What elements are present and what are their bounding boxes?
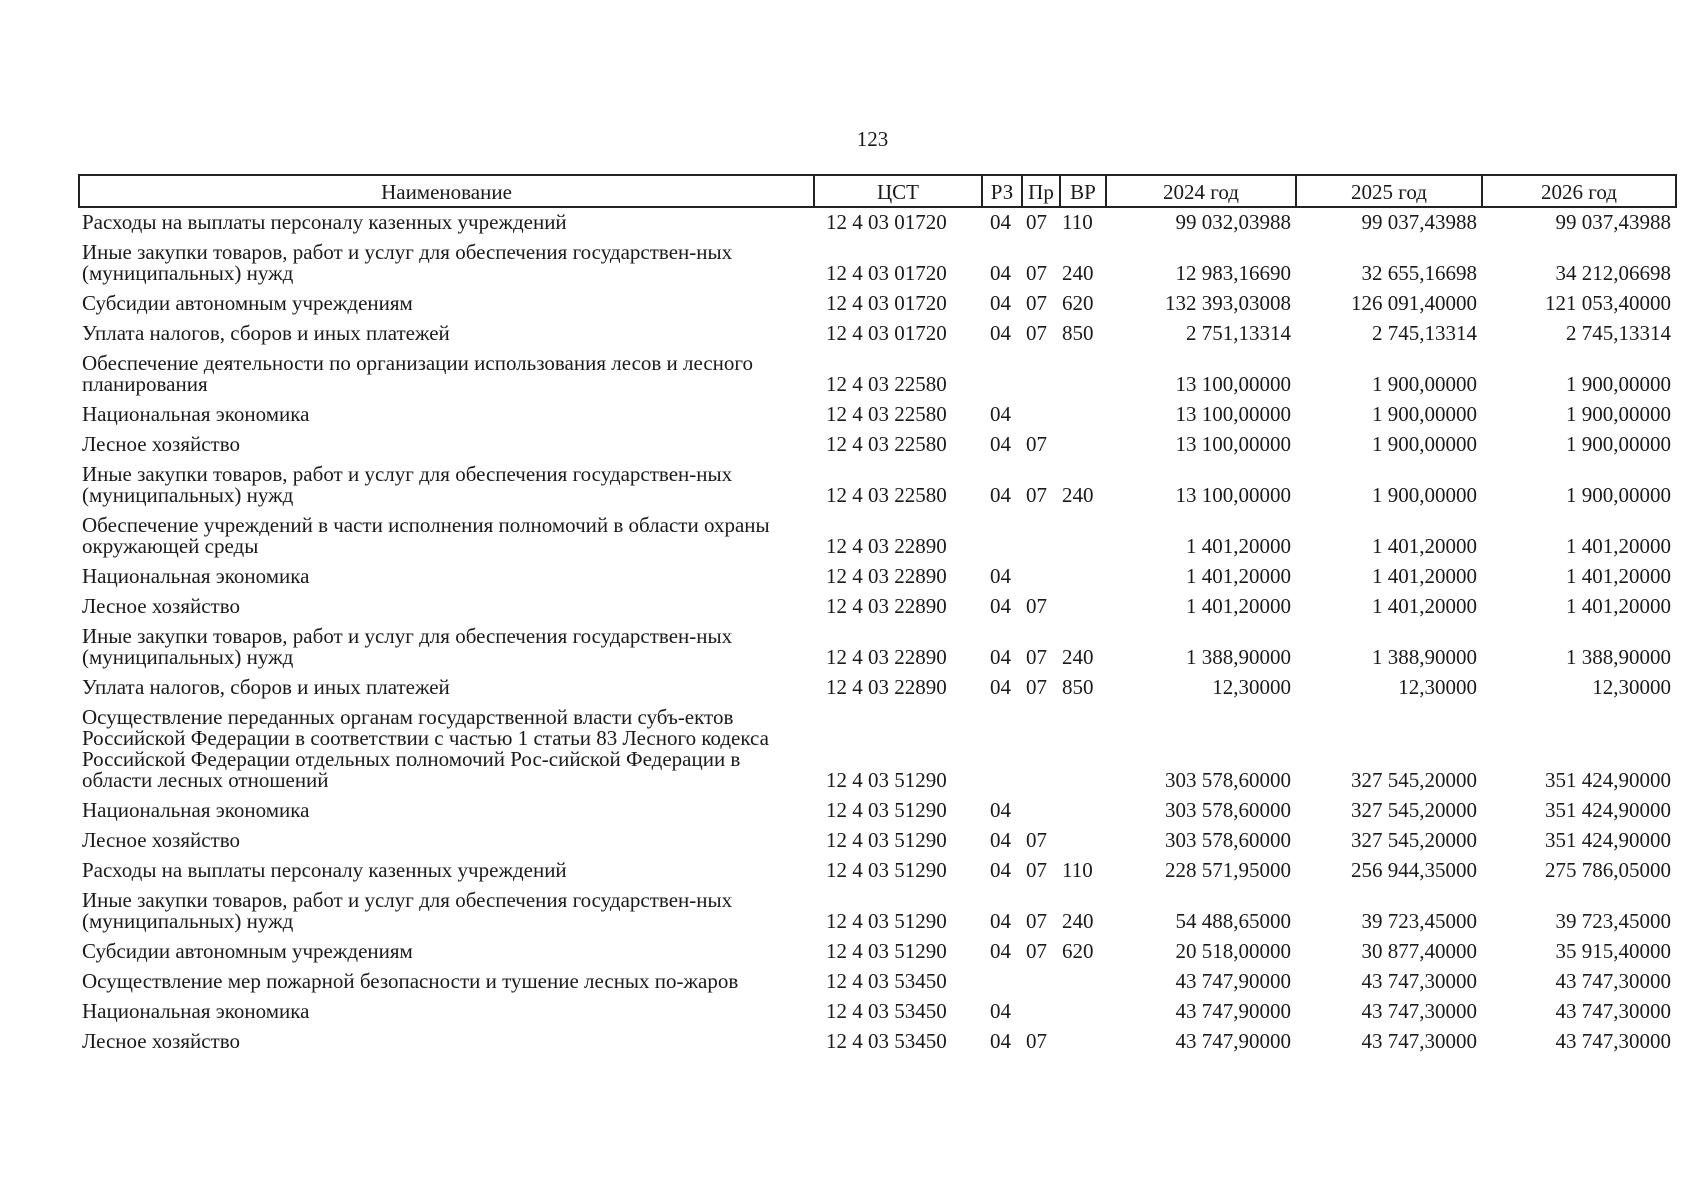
- row-value-2026: 1 401,20000: [1566, 594, 1671, 618]
- row-value-2025: 99 037,43988: [1361, 210, 1477, 234]
- header-pr: Пр: [1022, 175, 1060, 207]
- row-cst: 12 4 03 22890: [826, 534, 947, 558]
- row-pr: 07: [1026, 594, 1047, 618]
- row-pr: 07: [1026, 858, 1047, 882]
- row-name: Обеспечение учреждений в части исполнения полномочий в области охраны окружающей среды: [82, 513, 770, 558]
- row-pr: 07: [1026, 483, 1047, 507]
- row-value-2024: 12,30000: [1212, 675, 1291, 699]
- row-value-2024: 20 518,00000: [1175, 939, 1291, 963]
- budget-table: [78, 174, 1677, 1057]
- row-value-2026: 2 745,13314: [1566, 321, 1671, 345]
- row-cst: 12 4 03 22580: [826, 372, 947, 396]
- row-vr: [1060, 796, 1106, 826]
- table-row: [79, 430, 1676, 460]
- row-value-2026: 43 747,30000: [1555, 999, 1671, 1023]
- row-vr: 620: [1062, 291, 1094, 315]
- row-value-2025: 2 745,13314: [1372, 321, 1477, 345]
- row-rz: 04: [990, 858, 1011, 882]
- row-value-2026: 1 388,90000: [1566, 645, 1671, 669]
- row-cst: 12 4 03 53450: [826, 1029, 947, 1053]
- row-name: Иные закупки товаров, работ и услуг для обеспечения государствен-ных (муниципальных) нужд: [82, 462, 733, 507]
- row-pr: [1022, 997, 1060, 1027]
- row-value-2024: 99 032,03988: [1175, 210, 1291, 234]
- row-value-2026: 351 424,90000: [1545, 768, 1671, 792]
- row-name: Осуществление переданных органам государственной власти субъ-ектов Российской Федерации в соответствии с частью 1 статьи 83 Лесного кодекса Российской Федерации отдельных полномочий Рос-сийской Федерации в области лесных отношений: [82, 705, 769, 792]
- table-body: [79, 207, 1676, 1057]
- table-row: [79, 856, 1676, 886]
- row-name: Национальная экономика: [82, 798, 310, 822]
- row-rz: 04: [990, 999, 1011, 1023]
- row-value-2025: 43 747,30000: [1361, 999, 1477, 1023]
- row-name: Иные закупки товаров, работ и услуг для обеспечения государствен-ных (муниципальных) нужд: [82, 888, 733, 933]
- row-name: Субсидии автономным учреждениям: [82, 291, 413, 315]
- row-vr: [1060, 826, 1106, 856]
- row-value-2025: 1 900,00000: [1372, 402, 1477, 426]
- row-vr: [1060, 562, 1106, 592]
- table-row: [79, 997, 1676, 1027]
- row-value-2025: 30 877,40000: [1361, 939, 1477, 963]
- row-pr: 07: [1026, 645, 1047, 669]
- row-pr: 07: [1026, 432, 1047, 456]
- row-rz: 04: [990, 261, 1011, 285]
- table-row: [79, 460, 1676, 511]
- row-value-2024: 303 578,60000: [1165, 768, 1291, 792]
- table-row: [79, 289, 1676, 319]
- row-pr: 07: [1026, 939, 1047, 963]
- row-cst: 12 4 03 22890: [826, 564, 947, 588]
- row-value-2024: 54 488,65000: [1175, 909, 1291, 933]
- row-vr: [1060, 511, 1106, 562]
- row-pr: [1022, 511, 1060, 562]
- row-rz: 04: [990, 432, 1011, 456]
- row-value-2026: 1 900,00000: [1566, 432, 1671, 456]
- row-value-2025: 256 944,35000: [1351, 858, 1477, 882]
- row-rz: 04: [990, 291, 1011, 315]
- row-rz: [982, 967, 1022, 997]
- row-name: Национальная экономика: [82, 402, 310, 426]
- row-vr: [1060, 349, 1106, 400]
- row-pr: 07: [1026, 210, 1047, 234]
- row-name: Иные закупки товаров, работ и услуг для обеспечения государствен-ных (муниципальных) нужд: [82, 240, 733, 285]
- row-value-2024: 13 100,00000: [1175, 402, 1291, 426]
- header-2024: 2024 год: [1106, 175, 1296, 207]
- header-2025: 2025 год: [1296, 175, 1482, 207]
- row-value-2026: 1 900,00000: [1566, 372, 1671, 396]
- page-number: 123: [856, 127, 889, 151]
- row-value-2026: 12,30000: [1592, 675, 1671, 699]
- row-pr: 07: [1026, 291, 1047, 315]
- row-pr: 07: [1026, 909, 1047, 933]
- row-rz: [982, 511, 1022, 562]
- row-rz: 04: [990, 909, 1011, 933]
- row-rz: 04: [990, 1029, 1011, 1053]
- header-row: [79, 175, 1676, 207]
- row-pr: [1022, 349, 1060, 400]
- row-value-2026: 351 424,90000: [1545, 798, 1671, 822]
- row-value-2025: 43 747,30000: [1361, 1029, 1477, 1053]
- row-vr: 240: [1062, 483, 1094, 507]
- row-name: Лесное хозяйство: [82, 828, 240, 852]
- row-value-2026: 43 747,30000: [1555, 969, 1671, 993]
- row-name: Расходы на выплаты персоналу казенных учреждений: [82, 858, 567, 882]
- row-cst: 12 4 03 01720: [826, 261, 947, 285]
- row-cst: 12 4 03 22890: [826, 645, 947, 669]
- row-rz: 04: [990, 402, 1011, 426]
- row-value-2025: 12,30000: [1398, 675, 1477, 699]
- row-vr: 620: [1062, 939, 1094, 963]
- row-vr: [1060, 592, 1106, 622]
- row-vr: [1060, 430, 1106, 460]
- row-cst: 12 4 03 51290: [826, 828, 947, 852]
- row-name: Национальная экономика: [82, 999, 310, 1023]
- row-value-2024: 1 388,90000: [1186, 645, 1291, 669]
- row-cst: 12 4 03 22890: [826, 675, 947, 699]
- row-name: Национальная экономика: [82, 564, 310, 588]
- row-value-2025: 327 545,20000: [1351, 798, 1477, 822]
- table-row: [79, 673, 1676, 703]
- row-cst: 12 4 03 51290: [826, 798, 947, 822]
- row-name: Иные закупки товаров, работ и услуг для обеспечения государствен-ных (муниципальных) нужд: [82, 624, 733, 669]
- row-cst: 12 4 03 51290: [826, 909, 947, 933]
- row-value-2026: 35 915,40000: [1555, 939, 1671, 963]
- table-row: [79, 826, 1676, 856]
- row-value-2024: 13 100,00000: [1175, 372, 1291, 396]
- row-vr: [1060, 997, 1106, 1027]
- table-row: [79, 703, 1676, 796]
- header-vr: ВР: [1060, 175, 1106, 207]
- row-name: Уплата налогов, сборов и иных платежей: [82, 321, 450, 345]
- row-value-2026: 275 786,05000: [1545, 858, 1671, 882]
- row-name: Лесное хозяйство: [82, 432, 240, 456]
- row-value-2024: 12 983,16690: [1175, 261, 1291, 285]
- row-cst: 12 4 03 51290: [826, 939, 947, 963]
- row-value-2025: 1 900,00000: [1372, 432, 1477, 456]
- row-value-2026: 1 401,20000: [1566, 564, 1671, 588]
- row-value-2024: 1 401,20000: [1186, 594, 1291, 618]
- row-rz: 04: [990, 645, 1011, 669]
- row-vr: [1060, 400, 1106, 430]
- row-cst: 12 4 03 22580: [826, 432, 947, 456]
- row-value-2024: 228 571,95000: [1165, 858, 1291, 882]
- row-value-2025: 126 091,40000: [1351, 291, 1477, 315]
- table-header: [79, 175, 1676, 207]
- row-value-2025: 1 401,20000: [1372, 564, 1477, 588]
- row-pr: 07: [1026, 321, 1047, 345]
- row-pr: 07: [1026, 675, 1047, 699]
- row-value-2025: 1 401,20000: [1372, 534, 1477, 558]
- row-pr: [1022, 967, 1060, 997]
- row-rz: 04: [990, 828, 1011, 852]
- row-name: Субсидии автономным учреждениям: [82, 939, 413, 963]
- row-rz: 04: [990, 798, 1011, 822]
- row-cst: 12 4 03 01720: [826, 321, 947, 345]
- row-rz: [982, 349, 1022, 400]
- table-row: [79, 967, 1676, 997]
- header-name: Наименование: [79, 175, 814, 207]
- row-vr: 850: [1062, 675, 1094, 699]
- row-name: Уплата налогов, сборов и иных платежей: [82, 675, 450, 699]
- table-row: [79, 622, 1676, 673]
- row-pr: 07: [1026, 261, 1047, 285]
- row-value-2024: 303 578,60000: [1165, 828, 1291, 852]
- row-vr: 850: [1062, 321, 1094, 345]
- row-value-2024: 132 393,03008: [1165, 291, 1291, 315]
- row-rz: 04: [990, 483, 1011, 507]
- row-name: Лесное хозяйство: [82, 594, 240, 618]
- row-value-2025: 1 900,00000: [1372, 483, 1477, 507]
- row-vr: [1060, 967, 1106, 997]
- row-value-2026: 1 401,20000: [1566, 534, 1671, 558]
- row-cst: 12 4 03 53450: [826, 969, 947, 993]
- row-pr: [1022, 400, 1060, 430]
- row-value-2026: 1 900,00000: [1566, 483, 1671, 507]
- row-value-2024: 43 747,90000: [1175, 999, 1291, 1023]
- row-value-2024: 13 100,00000: [1175, 432, 1291, 456]
- row-value-2025: 39 723,45000: [1361, 909, 1477, 933]
- row-name: Лесное хозяйство: [82, 1029, 240, 1053]
- row-vr: [1060, 703, 1106, 796]
- row-value-2026: 351 424,90000: [1545, 828, 1671, 852]
- row-rz: 04: [990, 675, 1011, 699]
- row-value-2025: 327 545,20000: [1351, 768, 1477, 792]
- row-value-2025: 1 401,20000: [1372, 594, 1477, 618]
- row-value-2024: 1 401,20000: [1186, 534, 1291, 558]
- row-value-2024: 1 401,20000: [1186, 564, 1291, 588]
- row-vr: [1060, 1027, 1106, 1057]
- table-row: [79, 238, 1676, 289]
- row-value-2025: 1 388,90000: [1372, 645, 1477, 669]
- table-row: [79, 511, 1676, 562]
- row-value-2026: 121 053,40000: [1545, 291, 1671, 315]
- row-value-2024: 2 751,13314: [1186, 321, 1291, 345]
- row-cst: 12 4 03 22580: [826, 402, 947, 426]
- row-pr: [1022, 562, 1060, 592]
- row-value-2025: 1 900,00000: [1372, 372, 1477, 396]
- table-row: [79, 592, 1676, 622]
- row-cst: 12 4 03 51290: [826, 858, 947, 882]
- row-pr: 07: [1026, 828, 1047, 852]
- table-row: [79, 886, 1676, 937]
- row-value-2025: 43 747,30000: [1361, 969, 1477, 993]
- table-row: [79, 400, 1676, 430]
- table-row: [79, 1027, 1676, 1057]
- row-value-2024: 43 747,90000: [1175, 1029, 1291, 1053]
- row-value-2026: 34 212,06698: [1555, 261, 1671, 285]
- row-name: Осуществление мер пожарной безопасности и тушение лесных по-жаров: [82, 969, 739, 993]
- row-cst: 12 4 03 51290: [826, 768, 947, 792]
- row-cst: 12 4 03 01720: [826, 291, 947, 315]
- row-name: Расходы на выплаты персоналу казенных учреждений: [82, 210, 567, 234]
- row-value-2026: 43 747,30000: [1555, 1029, 1671, 1053]
- row-cst: 12 4 03 22580: [826, 483, 947, 507]
- table-row: [79, 796, 1676, 826]
- row-value-2026: 1 900,00000: [1566, 402, 1671, 426]
- row-vr: 240: [1062, 261, 1094, 285]
- header-cst: ЦСТ: [814, 175, 982, 207]
- row-rz: 04: [990, 564, 1011, 588]
- row-rz: 04: [990, 210, 1011, 234]
- row-value-2024: 43 747,90000: [1175, 969, 1291, 993]
- row-cst: 12 4 03 01720: [826, 210, 947, 234]
- row-vr: 240: [1062, 909, 1094, 933]
- row-vr: 110: [1062, 858, 1093, 882]
- row-value-2024: 13 100,00000: [1175, 483, 1291, 507]
- row-rz: 04: [990, 321, 1011, 345]
- row-rz: 04: [990, 939, 1011, 963]
- row-value-2025: 327 545,20000: [1351, 828, 1477, 852]
- table-row: [79, 349, 1676, 400]
- row-name: Обеспечение деятельности по организации использования лесов и лесного планирования: [82, 351, 754, 396]
- row-pr: [1022, 796, 1060, 826]
- table-row: [79, 207, 1676, 238]
- table-row: [79, 562, 1676, 592]
- row-pr: [1022, 703, 1060, 796]
- row-pr: 07: [1026, 1029, 1047, 1053]
- row-cst: 12 4 03 22890: [826, 594, 947, 618]
- row-vr: 240: [1062, 645, 1094, 669]
- row-value-2026: 39 723,45000: [1555, 909, 1671, 933]
- row-value-2026: 99 037,43988: [1555, 210, 1671, 234]
- header-2026: 2026 год: [1482, 175, 1676, 207]
- row-rz: 04: [990, 594, 1011, 618]
- table-row: [79, 319, 1676, 349]
- row-vr: 110: [1062, 210, 1093, 234]
- row-value-2024: 303 578,60000: [1165, 798, 1291, 822]
- header-rz: РЗ: [982, 175, 1022, 207]
- row-cst: 12 4 03 53450: [826, 999, 947, 1023]
- row-value-2025: 32 655,16698: [1361, 261, 1477, 285]
- row-rz: [982, 703, 1022, 796]
- table-row: [79, 937, 1676, 967]
